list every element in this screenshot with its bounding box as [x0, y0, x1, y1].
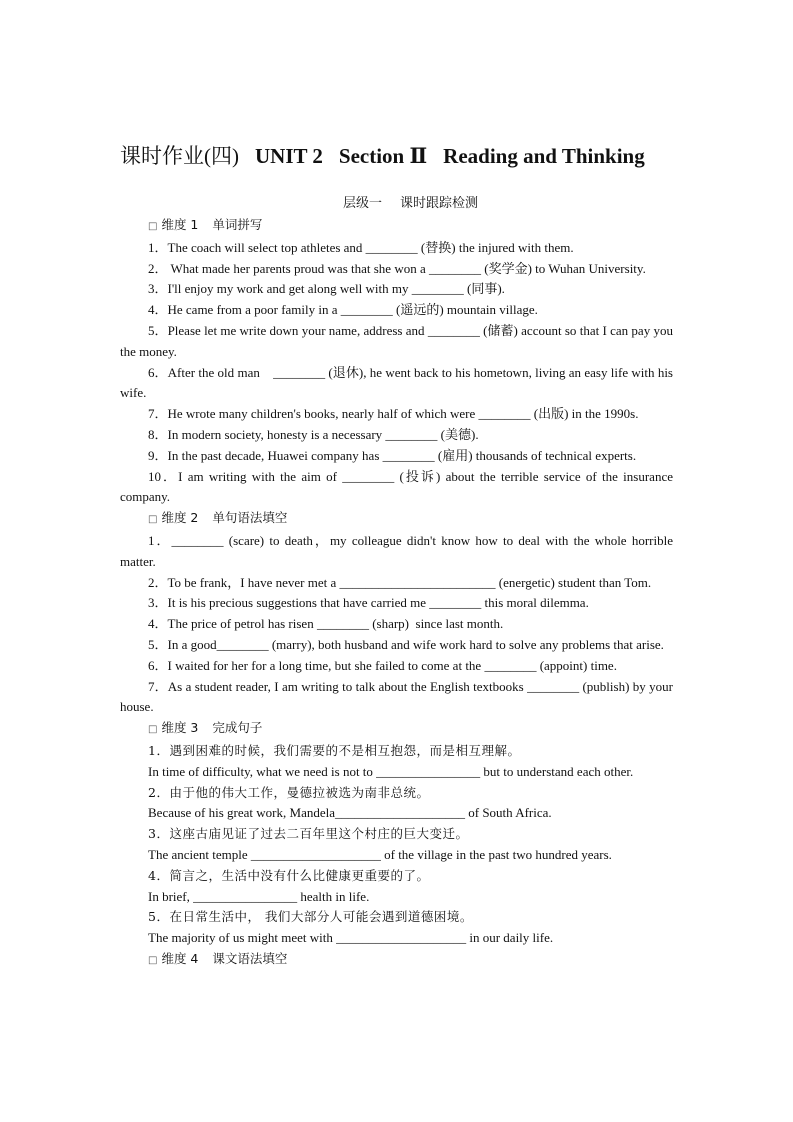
exercise-item: 7．He wrote many children's books, nearly half of which were ________ (出版) in the 1990s. [148, 406, 639, 422]
dimension-heading [120, 215, 673, 238]
dimension-label: 维度 4 [161, 950, 199, 966]
title-section: Section Ⅱ [338, 144, 428, 168]
level-name: 课时跟踪检测 [400, 196, 479, 211]
exercise-item: 1．The coach will select top athletes and ________ (替换) the injured with them. [148, 239, 574, 255]
exercise-content [120, 215, 677, 972]
checkbox-square-icon: □ [148, 954, 158, 966]
exercise-item: 8．In modern society, honesty is a necessary ________ (美德). [148, 426, 479, 442]
exercise-item: 5．Please let me write down your name, address and ________ (储蓄) account so that I can pay you the money. [120, 322, 673, 359]
page-title [120, 140, 673, 172]
exercise-item: 4．The price of petrol has risen ________ (sharp) since last month. [148, 616, 504, 632]
dimension-heading [120, 949, 673, 972]
document-page [120, 140, 677, 972]
exercise-item: 4．He came from a poor family in a ________ (遥远的) mountain village. [148, 302, 538, 318]
dimension-name: 单词拼写 [212, 217, 263, 232]
chinese-sentence: 3．这座古庙见证了过去二百年里这个村庄的巨大变迁。 [148, 826, 469, 842]
checkbox-square-icon: □ [148, 221, 158, 232]
dimension-label: 维度 1 [161, 217, 199, 232]
dimension-heading [120, 718, 673, 741]
level-heading [120, 194, 673, 214]
exercise-item: 6．After the old man ________ (退休), he went back to his hometown, living an easy life with his wife. [120, 364, 677, 401]
title-cn: 课时作业(四) [120, 144, 239, 168]
exercise-item: 3．I'll enjoy my work and get along well with my ________ (同事). [148, 281, 505, 297]
level-label: 层级一 [342, 196, 382, 211]
checkbox-square-icon: □ [148, 514, 158, 526]
checkbox-square-icon: □ [148, 724, 158, 736]
exercise-item: 2．To be frank，I have never met a ________________________ (energetic) student than Tom. [148, 574, 652, 590]
chinese-sentence: 2．由于他的伟大工作，曼德拉被选为南非总统。 [148, 784, 430, 800]
exercise-item: 6．I waited for her for a long time, but she failed to come at the ________ (appoint) time. [148, 657, 617, 673]
english-sentence: The majority of us might meet with ____________________ in our daily life. [148, 930, 554, 946]
exercise-item: 10．I am writing with the aim of ________ (投诉) about the terrible service of the insurance company. [120, 468, 673, 505]
chinese-sentence: 4．简言之，生活中没有什么比健康更重要的了。 [148, 867, 430, 883]
dimension-name: 完成句子 [212, 720, 263, 736]
dimension-name: 单句语法填空 [212, 510, 288, 526]
chinese-sentence: 5．在日常生活中， 我们大部分人可能会遇到道德困境。 [148, 909, 473, 925]
english-sentence: In brief, ________________ health in life. [148, 888, 370, 904]
dimension-name: 课文语法填空 [212, 950, 288, 966]
exercise-item: 2． What made her parents proud was that she won a ________ (奖学金) to Wuhan University. [148, 260, 646, 276]
exercise-item: 3．It is his precious suggestions that have carried me ________ this moral dilemma. [148, 595, 589, 611]
exercise-item: 1．________ (scare) to death，my colleague didn't know how to deal with the whole horrible matter. [120, 532, 673, 569]
exercise-item: 5．In a good________ (marry), both husband and wife work hard to solve any problems that arise. [148, 636, 664, 652]
english-sentence: The ancient temple ____________________ of the village in the past two hundred years. [148, 846, 612, 862]
dimension-label: 维度 2 [161, 510, 199, 526]
title-topic: Reading and Thinking [443, 144, 645, 168]
exercise-item: 9．In the past decade, Huawei company has ________ (雇用) thousands of technical experts. [148, 447, 637, 463]
exercise-item: 7．As a student reader, I am writing to talk about the English textbooks ________ (publish) by your house. [120, 678, 673, 715]
title-unit: UNIT 2 [255, 144, 323, 168]
dimension-heading [120, 508, 673, 531]
chinese-sentence: 1．遇到困难的时候，我们需要的不是相互抱怨，而是相互理解。 [148, 742, 521, 758]
english-sentence: Because of his great work, Mandela____________________ of South Africa. [148, 805, 552, 821]
dimension-label: 维度 3 [161, 720, 199, 736]
english-sentence: In time of difficulty, what we need is not to ________________ but to understand each other. [148, 763, 634, 779]
